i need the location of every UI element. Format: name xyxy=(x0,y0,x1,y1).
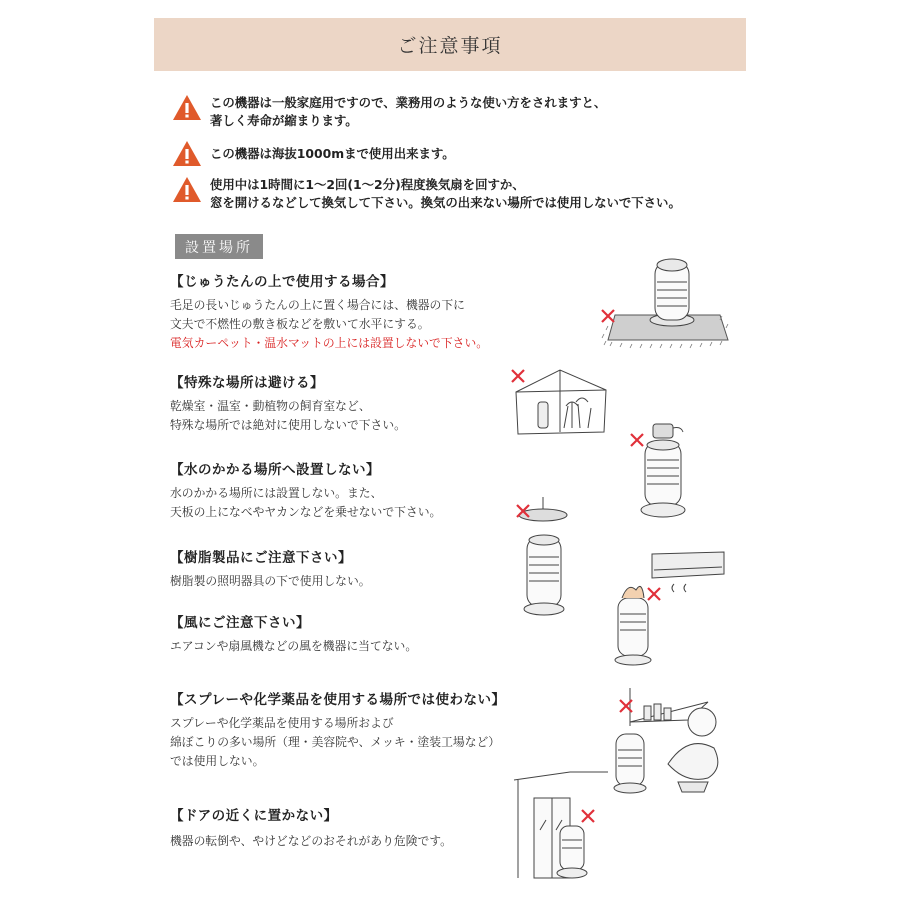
warning-item xyxy=(172,140,455,167)
heater-under-lamp-illustration xyxy=(515,495,585,620)
warning-item xyxy=(172,94,606,130)
warning-line: 窓を開けるなどして換気して下さい。換気の出来ない場所では使用しないで下さい。 xyxy=(210,195,681,210)
warning-item xyxy=(172,176,681,212)
heater-on-carpet-illustration xyxy=(600,250,735,360)
header-banner xyxy=(154,18,746,71)
warning-icon xyxy=(172,140,202,167)
block-text: 綿ぼこりの多い場所（理・美容院や、メッキ・塗装工場など） xyxy=(170,735,501,749)
caution-block-spray xyxy=(170,688,505,771)
block-text: では使用しない。 xyxy=(170,754,265,768)
block-heading: 【水のかかる場所へ設置しない】 xyxy=(170,462,380,478)
x-mark-icon xyxy=(631,434,643,446)
block-heading: 【ドアの近くに置かない】 xyxy=(170,808,338,824)
block-heading: 【樹脂製品にご注意下さい】 xyxy=(170,550,352,566)
section-label: 設置場所 xyxy=(175,234,263,259)
block-text: 文夫で不燃性の敷き板などを敷いて水平にする。 xyxy=(170,317,430,331)
warning-line: この機器は一般家庭用ですので、業務用のような使い方をされますと、 xyxy=(210,95,607,110)
block-text: エアコンや扇風機などの風を機器に当てない。 xyxy=(170,639,418,653)
caution-block-carpet xyxy=(170,270,488,353)
block-heading: 【風にご注意下さい】 xyxy=(170,615,310,631)
warning-icon xyxy=(172,176,202,203)
block-heading: 【じゅうたんの上で使用する場合】 xyxy=(170,274,394,290)
block-warning-text: 電気カーペット・温水マットの上には設置しないで下さい。 xyxy=(170,336,489,350)
heater-under-aircon-illustration xyxy=(612,548,727,668)
block-text: 機器の転倒や、やけどなどのおそれがあり危険です。 xyxy=(170,834,452,848)
heater-near-door-illustration xyxy=(510,770,610,882)
caution-block-door xyxy=(170,804,452,851)
caution-block-wind xyxy=(170,611,417,656)
greenhouse-illustration xyxy=(508,362,612,442)
block-text: 乾燥室・温室・動植物の飼育室など、 xyxy=(170,399,371,413)
block-text: 特殊な場所では絶対に使用しないで下さい。 xyxy=(170,418,406,432)
block-text: 天板の上になべやヤカンなどを乗せないで下さい。 xyxy=(170,505,442,519)
warning-line: この機器は海抜1000mまで使用出来ます。 xyxy=(210,146,455,161)
page-title: ご注意事項 xyxy=(397,35,503,57)
caution-block-special-place xyxy=(170,371,406,435)
warning-icon xyxy=(172,94,202,121)
caution-block-water xyxy=(170,458,441,522)
x-mark-icon xyxy=(602,310,614,322)
x-mark-icon xyxy=(512,370,524,382)
warning-line: 著しく寿命が縮まります。 xyxy=(210,113,358,128)
x-mark-icon xyxy=(648,588,660,600)
caution-block-resin xyxy=(170,546,371,591)
heater-with-kettle-illustration xyxy=(625,420,695,522)
x-mark-icon xyxy=(582,810,594,822)
block-text: 樹脂製の照明器具の下で使用しない。 xyxy=(170,574,371,588)
heater-in-salon-illustration xyxy=(608,686,726,798)
warning-line: 使用中は1時間に1〜2回(1〜2分)程度換気扇を回すか、 xyxy=(210,177,525,192)
block-heading: 【スプレーや化学薬品を使用する場所では使わない】 xyxy=(170,692,506,708)
block-text: スプレーや化学薬品を使用する場所および xyxy=(170,716,394,730)
block-text: 毛足の長いじゅうたんの上に置く場合には、機器の下に xyxy=(170,298,465,312)
block-text: 水のかかる場所には設置しない。また、 xyxy=(170,486,383,500)
block-heading: 【特殊な場所は避ける】 xyxy=(170,375,324,391)
